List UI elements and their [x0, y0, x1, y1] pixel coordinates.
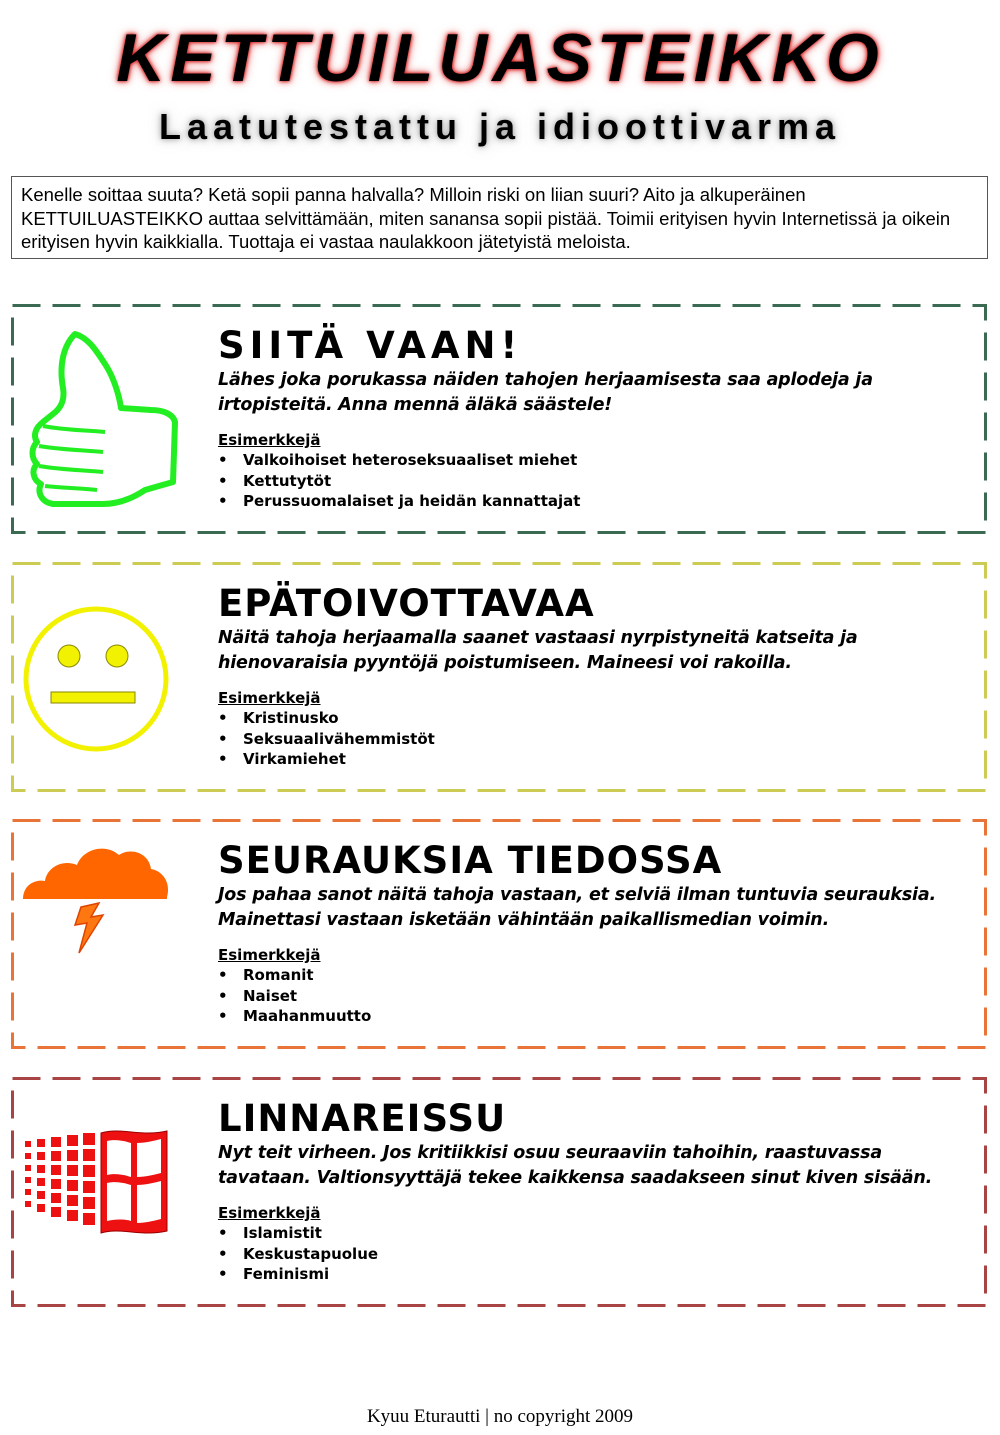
- examples-label: Esimerkkejä: [218, 1204, 321, 1222]
- examples-label: Esimerkkejä: [218, 689, 321, 707]
- list-item: • Feminismi: [218, 1264, 978, 1285]
- list-item: • Seksuaalivähemmistöt: [218, 729, 978, 750]
- section-content: [218, 839, 978, 1027]
- list-item: • Keskustapuolue: [218, 1244, 978, 1265]
- section-description: Näitä tahoja herjaamalla saanet vastaasi nyrpistyneitä katseita ja hienovaraisia pyyntöjä poistumiseen. Maineesi voi rakoilla.: [218, 628, 858, 673]
- list-item: • Romanit: [218, 965, 978, 986]
- section-title: LINNAREISSU: [218, 1097, 507, 1140]
- examples-list: [218, 965, 978, 1027]
- footer-credit: Kyuu Eturautti | no copyright 2009: [366, 1406, 634, 1427]
- list-item: • Maahanmuutto: [218, 1006, 978, 1027]
- section-seurauksia-tiedossa: [11, 819, 987, 1049]
- section-title: SIITÄ VAAN!: [218, 324, 523, 367]
- page-title: KETTUILUASTEIKKO: [116, 20, 884, 96]
- intro-text: Kenelle soittaa suuta? Ketä sopii panna halvalla? Milloin riski on liian suuri? Aito ja alkuperäinen KETTUILUASTEIKKO auttaa selvittämään, miten sanansa sopii pistää. Toimii erityisen hyvin Internetissä ja oikein erityisen hyvin kaikkialla. Tuottaja ei vastaa naulakkoon jätetyistä meloista.: [21, 184, 951, 252]
- storm-cloud-icon: [21, 841, 171, 956]
- red-window-logo-icon: [21, 1127, 171, 1247]
- examples-label: Esimerkkejä: [218, 431, 321, 449]
- list-item: • Kettutytöt: [218, 471, 978, 492]
- examples-list: [218, 1223, 978, 1285]
- section-content: [218, 582, 978, 770]
- list-item: • Kristinusko: [218, 708, 978, 729]
- thumbs-up-icon: [23, 326, 183, 516]
- examples-list: [218, 708, 978, 770]
- list-item: • Naiset: [218, 986, 978, 1007]
- list-item: • Virkamiehet: [218, 749, 978, 770]
- section-title: EPÄTOIVOTTAVAA: [218, 582, 595, 625]
- list-item: • Perussuomalaiset ja heidän kannattajat: [218, 491, 978, 512]
- list-item: • Valkoihoiset heteroseksuaaliset miehet: [218, 450, 978, 471]
- section-description: Nyt teit virheen. Jos kritiikkisi osuu seuraaviin tahoihin, raastuvassa tavataan. Valtionsyyttäjä tekee kaikkensa saadakseen sinut kiven sisään.: [218, 1143, 933, 1188]
- page-subtitle: Laatutestattu ja idioottivarma: [158, 106, 842, 147]
- section-linnareissu: [11, 1077, 987, 1307]
- intro-box: [11, 176, 988, 259]
- section-content: [218, 324, 978, 512]
- neutral-face-icon: [21, 604, 171, 754]
- section-description: Jos pahaa sanot näitä tahoja vastaan, et selviä ilman tuntuvia seurauksia. Mainettasi vastaan isketään vähintään paikallismedian voimin.: [218, 885, 936, 930]
- section-content: [218, 1097, 978, 1285]
- section-description: Lähes joka porukassa näiden tahojen herjaamisesta saa aplodeja ja irtopisteitä. Anna mennä äläkä säästele!: [218, 370, 873, 415]
- list-item: • Islamistit: [218, 1223, 978, 1244]
- section-epatoivottavaa: [11, 562, 987, 792]
- examples-label: Esimerkkejä: [218, 946, 321, 964]
- section-title: SEURAUKSIA TIEDOSSA: [218, 839, 723, 882]
- section-siita-vaan: [11, 304, 987, 534]
- examples-list: [218, 450, 978, 512]
